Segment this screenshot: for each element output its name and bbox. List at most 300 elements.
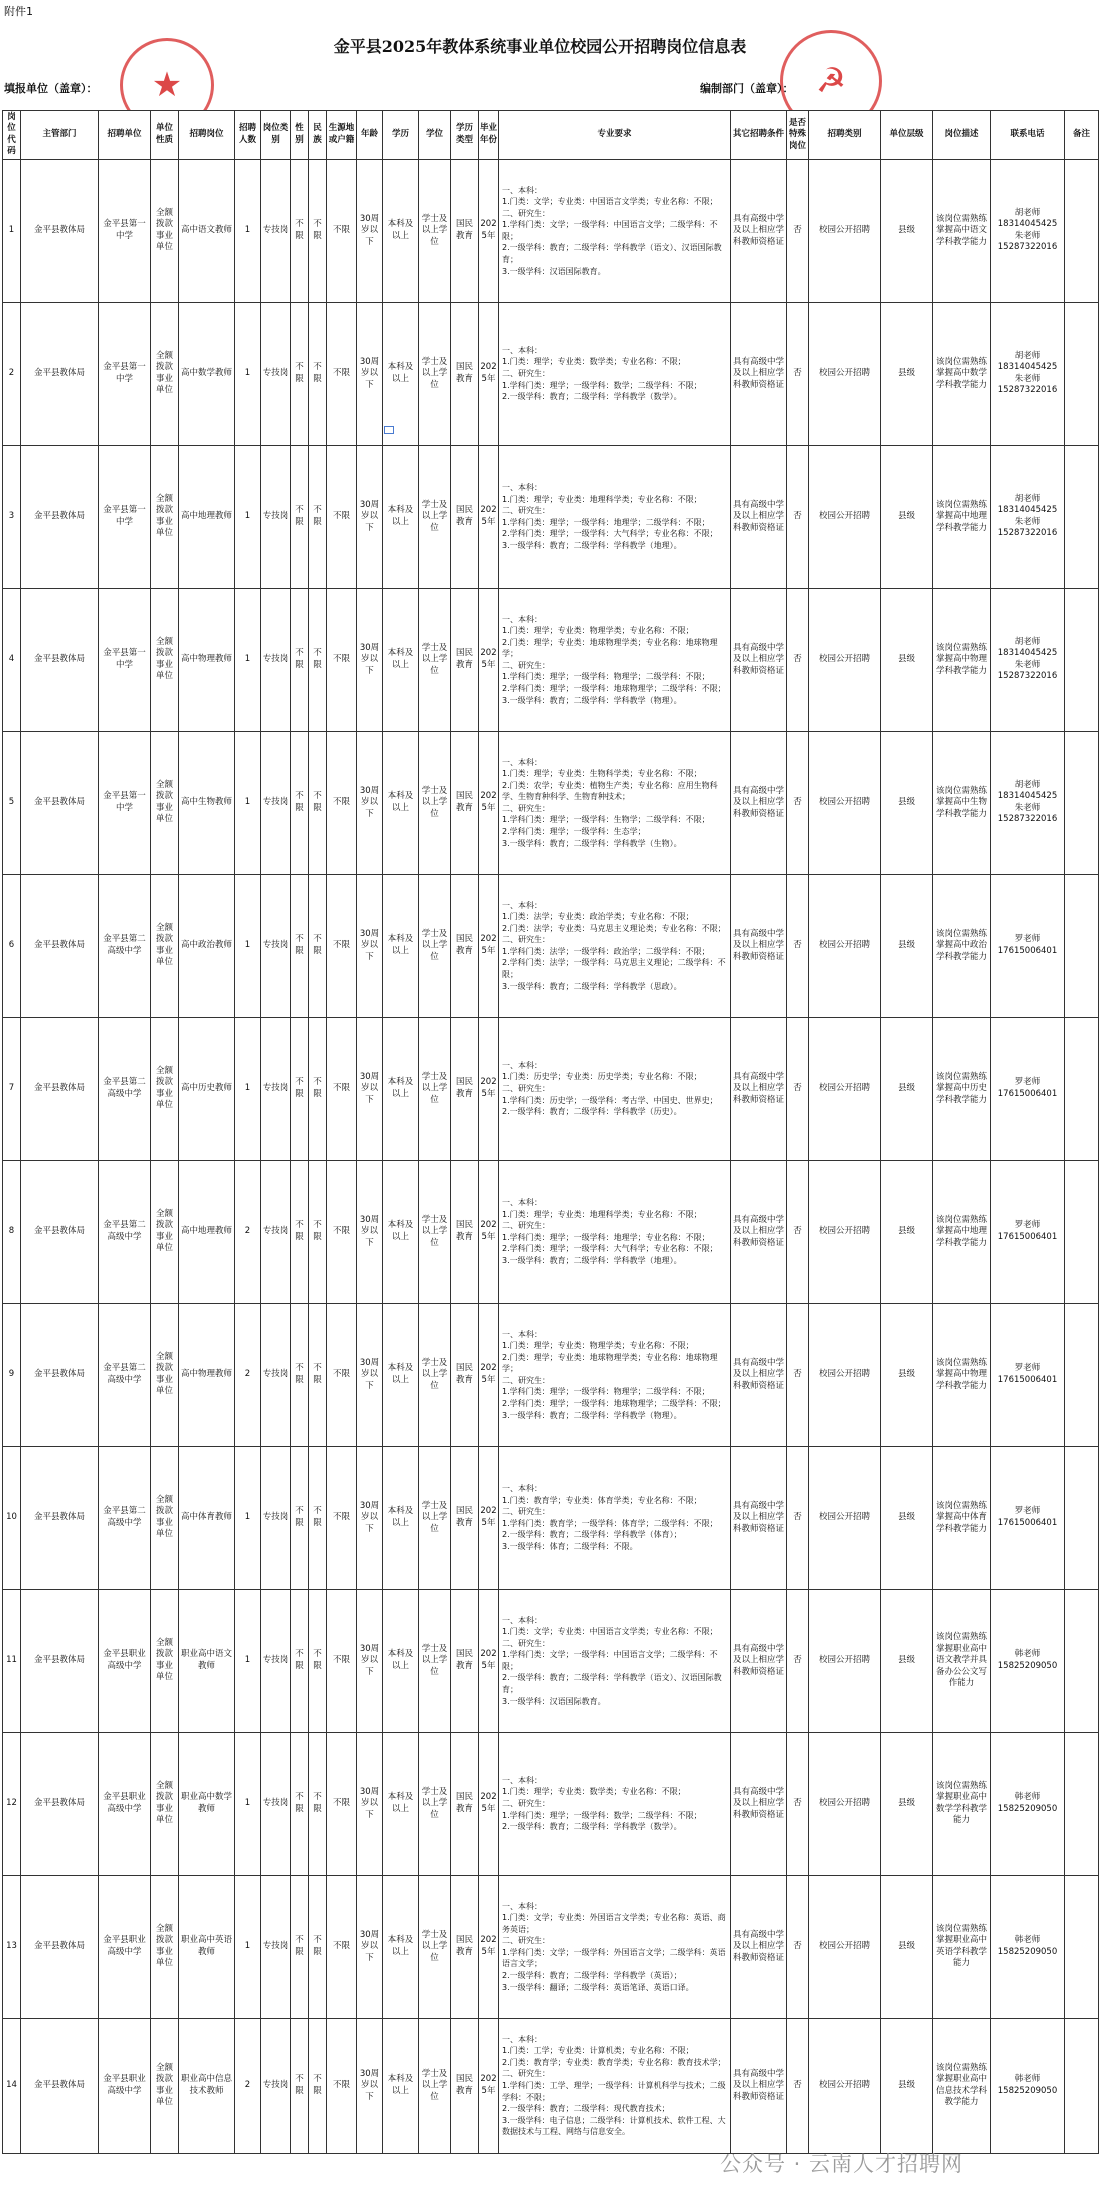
remarks-cell xyxy=(1065,445,1099,588)
table-row xyxy=(3,588,1099,731)
nature-cell: 全额拨款事业单位 xyxy=(151,1446,179,1589)
dept-cell: 金平县教体局 xyxy=(21,1875,99,2018)
nature-cell: 全额拨款事业单位 xyxy=(151,1589,179,1732)
contact-phone-cell: 胡老师 18314045425 朱老师 15287322016 xyxy=(991,302,1065,445)
other-conditions-cell: 具有高级中学及以上相应学科教师资格证 xyxy=(731,731,787,874)
remarks-cell xyxy=(1065,159,1099,302)
count-cell: 1 xyxy=(235,1875,261,2018)
count-cell: 1 xyxy=(235,302,261,445)
education-cell: 本科及以上 xyxy=(383,1017,419,1160)
unit-cell: 金平县职业高级中学 xyxy=(99,1589,151,1732)
education-cell: 本科及以上 xyxy=(383,1589,419,1732)
unit-cell: 金平县第一中学 xyxy=(99,302,151,445)
ethnicity-cell: 不限 xyxy=(309,1303,327,1446)
unit-cell: 金平县职业高级中学 xyxy=(99,2018,151,2153)
sex-cell: 不限 xyxy=(291,159,309,302)
other-conditions-cell: 具有高级中学及以上相应学科教师资格证 xyxy=(731,1017,787,1160)
unit-cell: 金平县第一中学 xyxy=(99,159,151,302)
grad-year-cell: 2025年 xyxy=(479,1875,499,2018)
table-row xyxy=(3,1160,1099,1303)
unit-cell: 金平县第二高级中学 xyxy=(99,874,151,1017)
special-post-cell: 否 xyxy=(787,1732,809,1875)
table-row xyxy=(3,445,1099,588)
origin-cell: 不限 xyxy=(327,159,357,302)
table-row xyxy=(3,731,1099,874)
age-cell: 30周岁以下 xyxy=(357,2018,383,2153)
column-header[interactable]: 学历类型 xyxy=(451,111,479,160)
page-title: 金平县2025年教体系统事业单位校园公开招聘岗位信息表 xyxy=(333,37,747,56)
contact-phone-cell: 胡老师 18314045425 朱老师 15287322016 xyxy=(991,159,1065,302)
recruit-type-cell: 校园公开招聘 xyxy=(809,1446,881,1589)
other-conditions-cell: 具有高级中学及以上相应学科教师资格证 xyxy=(731,1303,787,1446)
dept-cell: 金平县教体局 xyxy=(21,445,99,588)
count-cell: 1 xyxy=(235,445,261,588)
red-star-seal-icon: ★ xyxy=(120,38,214,132)
post-description-cell: 该岗位需熟练掌握高中历史学科教学能力 xyxy=(933,1017,991,1160)
grad-year-cell: 2025年 xyxy=(479,731,499,874)
origin-cell: 不限 xyxy=(327,2018,357,2153)
column-header[interactable]: 单位层级 xyxy=(881,111,933,160)
count-cell: 1 xyxy=(235,874,261,1017)
column-header[interactable]: 招聘岗位 xyxy=(179,111,235,160)
column-header[interactable]: 专业要求 xyxy=(499,111,731,160)
sex-cell: 不限 xyxy=(291,1303,309,1446)
post-cell: 高中物理教师 xyxy=(179,588,235,731)
education-cell: 本科及以上 xyxy=(383,1160,419,1303)
column-header[interactable]: 学位 xyxy=(419,111,451,160)
age-cell: 30周岁以下 xyxy=(357,588,383,731)
category-cell: 专技岗 xyxy=(261,1732,291,1875)
recruit-type-cell: 校园公开招聘 xyxy=(809,445,881,588)
post-cell: 高中体育教师 xyxy=(179,1446,235,1589)
edu-type-cell: 国民教育 xyxy=(451,159,479,302)
sex-cell: 不限 xyxy=(291,302,309,445)
edu-type-cell: 国民教育 xyxy=(451,302,479,445)
remarks-cell xyxy=(1065,302,1099,445)
grad-year-cell: 2025年 xyxy=(479,1589,499,1732)
unit-cell: 金平县第二高级中学 xyxy=(99,1303,151,1446)
post-code-cell: 7 xyxy=(3,1017,21,1160)
nature-cell: 全额拨款事业单位 xyxy=(151,731,179,874)
column-header[interactable]: 招聘类别 xyxy=(809,111,881,160)
major-requirements-cell: 一、本科： 1.门类：文学；专业类：中国语言文学类；专业名称：不限； 二、研究生： 1.学科门类：文学；一级学科：中国语言文学；二级学科：不限； 2.一级学科：教育；二级学科：学科教学（语文）、汉语国际教育； 3.一级学科：汉语国际教育。 xyxy=(499,159,731,302)
grad-year-cell: 2025年 xyxy=(479,302,499,445)
unit-cell: 金平县第二高级中学 xyxy=(99,1446,151,1589)
dept-cell: 金平县教体局 xyxy=(21,302,99,445)
other-conditions-cell: 具有高级中学及以上相应学科教师资格证 xyxy=(731,445,787,588)
recruit-type-cell: 校园公开招聘 xyxy=(809,588,881,731)
degree-cell: 学士及以上学位 xyxy=(419,1875,451,2018)
unit-level-cell: 县级 xyxy=(881,302,933,445)
category-cell: 专技岗 xyxy=(261,588,291,731)
grad-year-cell: 2025年 xyxy=(479,2018,499,2153)
post-cell: 高中生物教师 xyxy=(179,731,235,874)
table-row xyxy=(3,1589,1099,1732)
special-post-cell: 否 xyxy=(787,1589,809,1732)
ethnicity-cell: 不限 xyxy=(309,588,327,731)
nature-cell: 全额拨款事业单位 xyxy=(151,1303,179,1446)
ethnicity-cell: 不限 xyxy=(309,1732,327,1875)
column-header[interactable]: 毕业年份 xyxy=(479,111,499,160)
column-header[interactable]: 性别 xyxy=(291,111,309,160)
contact-phone-cell: 罗老师 17615006401 xyxy=(991,1446,1065,1589)
column-header[interactable]: 年龄 xyxy=(357,111,383,160)
post-description-cell: 该岗位需熟练掌握职业高中信息技术学科教学能力 xyxy=(933,2018,991,2153)
ethnicity-cell: 不限 xyxy=(309,874,327,1017)
remarks-cell xyxy=(1065,2018,1099,2153)
degree-cell: 学士及以上学位 xyxy=(419,302,451,445)
post-cell: 职业高中语文教师 xyxy=(179,1589,235,1732)
dept-cell: 金平县教体局 xyxy=(21,588,99,731)
major-requirements-cell: 一、本科： 1.门类：法学；专业类：政治学类；专业名称：不限； 2.门类：法学；专业类：马克思主义理论类；专业名称：不限； 二、研究生： 1.学科门类：法学；一级学科：政治学；二级学科：不限； 2.学科门类：法学；一级学科：马克思主义理论；二级学科：不限； 3.一级学科：教育；二级学科：学科教学（思政）。 xyxy=(499,874,731,1017)
degree-cell: 学士及以上学位 xyxy=(419,1017,451,1160)
post-description-cell: 该岗位需熟练掌握职业高中语文教学并具备办公公文写作能力 xyxy=(933,1589,991,1732)
education-cell: 本科及以上 xyxy=(383,1303,419,1446)
edu-type-cell: 国民教育 xyxy=(451,1589,479,1732)
post-description-cell: 该岗位需熟练掌握职业高中英语学科教学能力 xyxy=(933,1875,991,2018)
column-header[interactable]: 学历 xyxy=(383,111,419,160)
count-cell: 1 xyxy=(235,1589,261,1732)
ethnicity-cell: 不限 xyxy=(309,1017,327,1160)
unit-cell: 金平县职业高级中学 xyxy=(99,1875,151,2018)
unit-level-cell: 县级 xyxy=(881,1589,933,1732)
column-header[interactable]: 是否特殊岗位 xyxy=(787,111,809,160)
contact-phone-cell: 胡老师 18314045425 朱老师 15287322016 xyxy=(991,445,1065,588)
unit-level-cell: 县级 xyxy=(881,1446,933,1589)
post-description-cell: 该岗位需熟练掌握职业高中数学学科教学能力 xyxy=(933,1732,991,1875)
category-cell: 专技岗 xyxy=(261,159,291,302)
post-cell: 高中历史教师 xyxy=(179,1017,235,1160)
sex-cell: 不限 xyxy=(291,874,309,1017)
count-cell: 2 xyxy=(235,2018,261,2153)
other-conditions-cell: 具有高级中学及以上相应学科教师资格证 xyxy=(731,1875,787,2018)
degree-cell: 学士及以上学位 xyxy=(419,1446,451,1589)
contact-phone-cell: 罗老师 17615006401 xyxy=(991,1303,1065,1446)
unit-cell: 金平县第二高级中学 xyxy=(99,1017,151,1160)
contact-phone-cell: 韩老师 15825209050 xyxy=(991,1589,1065,1732)
edu-type-cell: 国民教育 xyxy=(451,1303,479,1446)
count-cell: 1 xyxy=(235,159,261,302)
education-cell: 本科及以上 xyxy=(383,588,419,731)
ethnicity-cell: 不限 xyxy=(309,2018,327,2153)
origin-cell: 不限 xyxy=(327,1446,357,1589)
recruit-type-cell: 校园公开招聘 xyxy=(809,1017,881,1160)
unit-level-cell: 县级 xyxy=(881,159,933,302)
other-conditions-cell: 具有高级中学及以上相应学科教师资格证 xyxy=(731,1732,787,1875)
origin-cell: 不限 xyxy=(327,1017,357,1160)
column-header[interactable]: 岗位类别 xyxy=(261,111,291,160)
degree-cell: 学士及以上学位 xyxy=(419,445,451,588)
column-header[interactable]: 单位性质 xyxy=(151,111,179,160)
staffing-dept-label: 编制部门（盖章）： xyxy=(700,82,794,95)
unit-level-cell: 县级 xyxy=(881,1732,933,1875)
degree-cell: 学士及以上学位 xyxy=(419,1589,451,1732)
grad-year-cell: 2025年 xyxy=(479,588,499,731)
grad-year-cell: 2025年 xyxy=(479,445,499,588)
dept-cell: 金平县教体局 xyxy=(21,1017,99,1160)
count-cell: 1 xyxy=(235,731,261,874)
major-requirements-cell: 一、本科： 1.门类：教育学；专业类：体育学类；专业名称：不限； 二、研究生： 1.学科门类：教育学；一级学科：体育学；二级学科：不限； 2.一级学科：教育；二级学科：学科教学（体育）； 3.一级学科：体育；二级学科：不限。 xyxy=(499,1446,731,1589)
dept-cell: 金平县教体局 xyxy=(21,1732,99,1875)
recruit-type-cell: 校园公开招聘 xyxy=(809,159,881,302)
nature-cell: 全额拨款事业单位 xyxy=(151,1160,179,1303)
sex-cell: 不限 xyxy=(291,1875,309,2018)
degree-cell: 学士及以上学位 xyxy=(419,2018,451,2153)
edu-type-cell: 国民教育 xyxy=(451,445,479,588)
unit-level-cell: 县级 xyxy=(881,874,933,1017)
dept-cell: 金平县教体局 xyxy=(21,1589,99,1732)
origin-cell: 不限 xyxy=(327,1589,357,1732)
degree-cell: 学士及以上学位 xyxy=(419,159,451,302)
major-requirements-cell: 一、本科： 1.门类：理学；专业类：生物科学类；专业名称：不限； 2.门类：农学；专业类：植物生产类；专业名称：应用生物科学、生物育种科学、生物育种技术； 二、研究生： 1.学科门类：理学；一级学科：生物学；二级学科：不限； 2.学科门类：理学；一级学科：生态学； 3.一级学科：教育；二级学科：学科教学（生物）。 xyxy=(499,731,731,874)
remarks-cell xyxy=(1065,1446,1099,1589)
post-cell: 高中地理教师 xyxy=(179,445,235,588)
edu-type-cell: 国民教育 xyxy=(451,1875,479,2018)
column-header[interactable]: 其它招聘条件 xyxy=(731,111,787,160)
nature-cell: 全额拨款事业单位 xyxy=(151,1732,179,1875)
sex-cell: 不限 xyxy=(291,588,309,731)
grad-year-cell: 2025年 xyxy=(479,1446,499,1589)
post-description-cell: 该岗位需熟练掌握高中政治学科教学能力 xyxy=(933,874,991,1017)
grad-year-cell: 2025年 xyxy=(479,159,499,302)
post-description-cell: 该岗位需熟练掌握高中生物学科教学能力 xyxy=(933,731,991,874)
major-requirements-cell: 一、本科： 1.门类：理学；专业类：地理科学类；专业名称：不限； 二、研究生： 1.学科门类：理学；一级学科：地理学；专业名称：不限； 2.学科门类：理学；一级学科：大气科学；专业名称：不限； 3.一级学科：教育；二级学科：学科教学（地理）。 xyxy=(499,1160,731,1303)
dept-cell: 金平县教体局 xyxy=(21,2018,99,2153)
post-cell: 职业高中英语教师 xyxy=(179,1875,235,2018)
ethnicity-cell: 不限 xyxy=(309,731,327,874)
column-header[interactable]: 招聘单位 xyxy=(99,111,151,160)
column-header[interactable]: 备注 xyxy=(1065,111,1099,160)
post-code-cell: 9 xyxy=(3,1303,21,1446)
recruit-type-cell: 校园公开招聘 xyxy=(809,302,881,445)
origin-cell: 不限 xyxy=(327,588,357,731)
sex-cell: 不限 xyxy=(291,731,309,874)
origin-cell: 不限 xyxy=(327,302,357,445)
post-code-cell: 4 xyxy=(3,588,21,731)
post-code-cell: 13 xyxy=(3,1875,21,2018)
unit-cell: 金平县第一中学 xyxy=(99,588,151,731)
degree-cell: 学士及以上学位 xyxy=(419,1732,451,1875)
column-header[interactable]: 岗位代码 xyxy=(3,111,21,160)
recruit-type-cell: 校园公开招聘 xyxy=(809,1875,881,2018)
sex-cell: 不限 xyxy=(291,1589,309,1732)
degree-cell: 学士及以上学位 xyxy=(419,1160,451,1303)
edu-type-cell: 国民教育 xyxy=(451,1160,479,1303)
column-header[interactable]: 生源地或户籍 xyxy=(327,111,357,160)
post-cell: 高中物理教师 xyxy=(179,1303,235,1446)
age-cell: 30周岁以下 xyxy=(357,1875,383,2018)
degree-cell: 学士及以上学位 xyxy=(419,1303,451,1446)
grad-year-cell: 2025年 xyxy=(479,874,499,1017)
count-cell: 1 xyxy=(235,1732,261,1875)
nature-cell: 全额拨款事业单位 xyxy=(151,1875,179,2018)
education-cell: 本科及以上 xyxy=(383,1875,419,2018)
contact-phone-cell: 韩老师 15825209050 xyxy=(991,2018,1065,2153)
age-cell: 30周岁以下 xyxy=(357,1732,383,1875)
post-code-cell: 8 xyxy=(3,1160,21,1303)
other-conditions-cell: 具有高级中学及以上相应学科教师资格证 xyxy=(731,302,787,445)
age-cell: 30周岁以下 xyxy=(357,1017,383,1160)
category-cell: 专技岗 xyxy=(261,874,291,1017)
unit-cell: 金平县第一中学 xyxy=(99,731,151,874)
post-code-cell: 14 xyxy=(3,2018,21,2153)
count-cell: 1 xyxy=(235,1446,261,1589)
age-cell: 30周岁以下 xyxy=(357,1303,383,1446)
age-cell: 30周岁以下 xyxy=(357,874,383,1017)
column-header[interactable]: 招聘人数 xyxy=(235,111,261,160)
category-cell: 专技岗 xyxy=(261,2018,291,2153)
category-cell: 专技岗 xyxy=(261,1589,291,1732)
ethnicity-cell: 不限 xyxy=(309,1875,327,2018)
contact-phone-cell: 罗老师 17615006401 xyxy=(991,1017,1065,1160)
category-cell: 专技岗 xyxy=(261,1303,291,1446)
special-post-cell: 否 xyxy=(787,1303,809,1446)
education-cell: 本科及以上 xyxy=(383,731,419,874)
dept-cell: 金平县教体局 xyxy=(21,874,99,1017)
count-cell: 2 xyxy=(235,1160,261,1303)
post-description-cell: 该岗位需熟练掌握高中物理学科教学能力 xyxy=(933,588,991,731)
post-description-cell: 该岗位需熟练掌握高中数学学科教学能力 xyxy=(933,302,991,445)
party-emblem-seal-icon: ☭ xyxy=(780,30,882,132)
other-conditions-cell: 具有高级中学及以上相应学科教师资格证 xyxy=(731,159,787,302)
table-row xyxy=(3,1732,1099,1875)
table-row xyxy=(3,1303,1099,1446)
table-row xyxy=(3,1446,1099,1589)
remarks-cell xyxy=(1065,1875,1099,2018)
recruit-type-cell: 校园公开招聘 xyxy=(809,1160,881,1303)
ethnicity-cell: 不限 xyxy=(309,1160,327,1303)
grad-year-cell: 2025年 xyxy=(479,1303,499,1446)
unit-level-cell: 县级 xyxy=(881,445,933,588)
recruit-type-cell: 校园公开招聘 xyxy=(809,2018,881,2153)
ethnicity-cell: 不限 xyxy=(309,302,327,445)
nature-cell: 全额拨款事业单位 xyxy=(151,1017,179,1160)
edu-type-cell: 国民教育 xyxy=(451,588,479,731)
sex-cell: 不限 xyxy=(291,445,309,588)
origin-cell: 不限 xyxy=(327,1875,357,2018)
nature-cell: 全额拨款事业单位 xyxy=(151,874,179,1017)
education-cell: 本科及以上 xyxy=(383,874,419,1017)
major-requirements-cell: 一、本科： 1.门类：工学；专业类：计算机类；专业名称：不限； 2.门类：教育学；专业类：教育学类；专业名称：教育技术学； 二、研究生： 1.学科门类：工学、理学；一级学科：计算机科学与技术；二级学科：不限； 2.一级学科：教育；二级学科：现代教育技术； 3.一级学科：电子信息；二级学科：计算机技术、软件工程、大数据技术与工程、网络与信息安全。 xyxy=(499,2018,731,2153)
edu-type-cell: 国民教育 xyxy=(451,2018,479,2153)
other-conditions-cell: 具有高级中学及以上相应学科教师资格证 xyxy=(731,1589,787,1732)
other-conditions-cell: 具有高级中学及以上相应学科教师资格证 xyxy=(731,1160,787,1303)
origin-cell: 不限 xyxy=(327,1732,357,1875)
age-cell: 30周岁以下 xyxy=(357,1589,383,1732)
column-header[interactable]: 联系电话 xyxy=(991,111,1065,160)
category-cell: 专技岗 xyxy=(261,1160,291,1303)
degree-cell: 学士及以上学位 xyxy=(419,874,451,1017)
remarks-cell xyxy=(1065,1303,1099,1446)
remarks-cell xyxy=(1065,1017,1099,1160)
recruit-type-cell: 校园公开招聘 xyxy=(809,1303,881,1446)
major-requirements-cell: 一、本科： 1.门类：理学；专业类：物理学类；专业名称：不限； 2.门类：理学；专业类：地球物理学类；专业名称：地球物理学； 二、研究生： 1.学科门类：理学；一级学科：物理学；二级学科：不限； 2.学科门类：理学；一级学科：地球物理学；二级学科：不限； 3.一级学科：教育；二级学科：学科教学（物理）。 xyxy=(499,1303,731,1446)
recruit-type-cell: 校园公开招聘 xyxy=(809,731,881,874)
origin-cell: 不限 xyxy=(327,874,357,1017)
post-code-cell: 10 xyxy=(3,1446,21,1589)
contact-phone-cell: 罗老师 17615006401 xyxy=(991,1160,1065,1303)
grad-year-cell: 2025年 xyxy=(479,1017,499,1160)
category-cell: 专技岗 xyxy=(261,1875,291,2018)
contact-phone-cell: 韩老师 15825209050 xyxy=(991,1732,1065,1875)
table-row xyxy=(3,1875,1099,2018)
dept-cell: 金平县教体局 xyxy=(21,1446,99,1589)
unit-level-cell: 县级 xyxy=(881,1875,933,2018)
special-post-cell: 否 xyxy=(787,1446,809,1589)
grad-year-cell: 2025年 xyxy=(479,1160,499,1303)
nature-cell: 全额拨款事业单位 xyxy=(151,588,179,731)
major-requirements-cell: 一、本科： 1.门类：历史学；专业类：历史学类；专业名称：不限； 二、研究生： 1.学科门类：历史学；一级学科：考古学、中国史、世界史； 2.一级学科：教育；二级学科：学科教学（历史）。 xyxy=(499,1017,731,1160)
post-cell: 高中政治教师 xyxy=(179,874,235,1017)
unit-level-cell: 县级 xyxy=(881,1160,933,1303)
column-header[interactable]: 主管部门 xyxy=(21,111,99,160)
unit-level-cell: 县级 xyxy=(881,731,933,874)
sex-cell: 不限 xyxy=(291,1017,309,1160)
table-row xyxy=(3,874,1099,1017)
category-cell: 专技岗 xyxy=(261,1446,291,1589)
age-cell: 30周岁以下 xyxy=(357,159,383,302)
education-cell: 本科及以上 xyxy=(383,2018,419,2153)
post-code-cell: 11 xyxy=(3,1589,21,1732)
count-cell: 2 xyxy=(235,1303,261,1446)
special-post-cell: 否 xyxy=(787,874,809,1017)
unit-cell: 金平县第一中学 xyxy=(99,445,151,588)
post-code-cell: 2 xyxy=(3,302,21,445)
education-cell: 本科及以上 xyxy=(383,159,419,302)
education-cell: 本科及以上 xyxy=(383,445,419,588)
post-cell: 职业高中信息技术教师 xyxy=(179,2018,235,2153)
count-cell: 1 xyxy=(235,1017,261,1160)
contact-phone-cell: 韩老师 15825209050 xyxy=(991,1875,1065,2018)
category-cell: 专技岗 xyxy=(261,731,291,874)
nature-cell: 全额拨款事业单位 xyxy=(151,159,179,302)
special-post-cell: 否 xyxy=(787,159,809,302)
unit-level-cell: 县级 xyxy=(881,1303,933,1446)
nature-cell: 全额拨款事业单位 xyxy=(151,302,179,445)
age-cell: 30周岁以下 xyxy=(357,731,383,874)
remarks-cell xyxy=(1065,731,1099,874)
post-code-cell: 12 xyxy=(3,1732,21,1875)
post-code-cell: 5 xyxy=(3,731,21,874)
column-header[interactable]: 岗位描述 xyxy=(933,111,991,160)
post-code-cell: 3 xyxy=(3,445,21,588)
table-row xyxy=(3,2018,1099,2153)
edu-type-cell: 国民教育 xyxy=(451,731,479,874)
sex-cell: 不限 xyxy=(291,1732,309,1875)
nature-cell: 全额拨款事业单位 xyxy=(151,2018,179,2153)
special-post-cell: 否 xyxy=(787,2018,809,2153)
post-description-cell: 该岗位需熟练掌握高中地理学科教学能力 xyxy=(933,1160,991,1303)
sex-cell: 不限 xyxy=(291,2018,309,2153)
column-header[interactable]: 民族 xyxy=(309,111,327,160)
remarks-cell xyxy=(1065,1732,1099,1875)
special-post-cell: 否 xyxy=(787,588,809,731)
major-requirements-cell: 一、本科： 1.门类：理学；专业类：数学类；专业名称：不限； 二、研究生： 1.学科门类：理学；一级学科：数学；二级学科：不限； 2.一级学科：教育；二级学科：学科教学（数学）。 xyxy=(499,302,731,445)
unit-level-cell: 县级 xyxy=(881,1017,933,1160)
post-description-cell: 该岗位需熟练掌握高中体育学科教学能力 xyxy=(933,1446,991,1589)
dept-cell: 金平县教体局 xyxy=(21,731,99,874)
unit-cell: 金平县第二高级中学 xyxy=(99,1160,151,1303)
major-requirements-cell: 一、本科： 1.门类：理学；专业类：物理学类；专业名称：不限； 2.门类：理学；专业类：地球物理学类；专业名称：地球物理学； 二、研究生： 1.学科门类：理学；一级学科：物理学；二级学科：不限； 2.学科门类：理学；一级学科：地球物理学；二级学科：不限； 3.一级学科：教育；二级学科：学科教学（物理）。 xyxy=(499,588,731,731)
ethnicity-cell: 不限 xyxy=(309,1589,327,1732)
post-cell: 高中语文教师 xyxy=(179,159,235,302)
other-conditions-cell: 具有高级中学及以上相应学科教师资格证 xyxy=(731,2018,787,2153)
major-requirements-cell: 一、本科： 1.门类：文学；专业类：中国语言文学类；专业名称：不限； 二、研究生： 1.学科门类：文学；一级学科：中国语言文学；二级学科：不限； 2.一级学科：教育；二级学科：学科教学（语文）、汉语国际教育； 3.一级学科：汉语国际教育。 xyxy=(499,1589,731,1732)
edu-type-cell: 国民教育 xyxy=(451,1732,479,1875)
unit-level-cell: 县级 xyxy=(881,2018,933,2153)
degree-cell: 学士及以上学位 xyxy=(419,588,451,731)
remarks-cell xyxy=(1065,874,1099,1017)
